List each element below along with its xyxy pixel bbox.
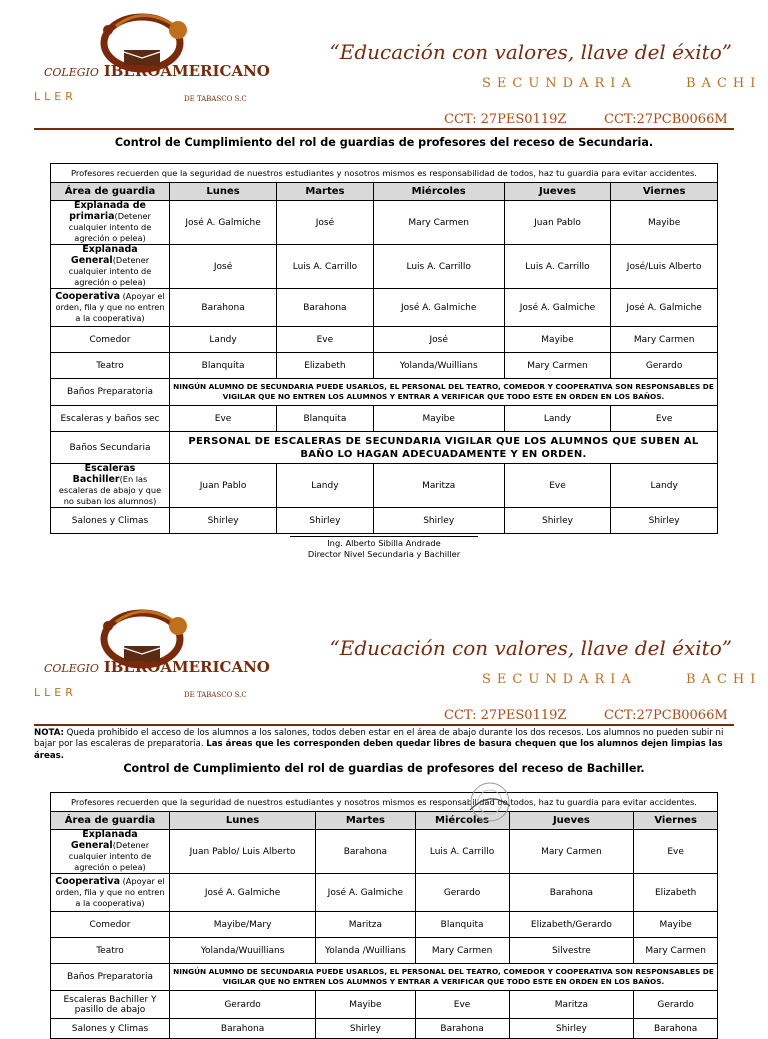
assignee-cell: Mary Carmen <box>415 938 509 964</box>
bachiller-roster-table <box>50 792 718 1039</box>
table-row <box>51 289 718 327</box>
header-rule <box>34 128 734 130</box>
column-header-area: Área de guardia <box>51 183 170 201</box>
assignee-cell: Mayibe <box>373 406 504 432</box>
assignee-cell: Landy <box>277 464 374 508</box>
area-cell <box>51 508 170 534</box>
area-cell <box>51 379 170 406</box>
assignee-cell: Blanquita <box>415 912 509 938</box>
assignee-cell: Eve <box>504 464 611 508</box>
area-note: (Detener cualquier intento de agreción o pelea) <box>68 840 152 872</box>
assignee-cell: Gerardo <box>415 874 509 912</box>
area-name: Teatro <box>96 360 124 371</box>
table-row <box>51 964 718 991</box>
school-motto: “Educación con valores, llave del éxito” <box>329 636 732 660</box>
area-cell <box>51 874 170 912</box>
area-cell <box>51 964 170 991</box>
assignee-cell: Maritza <box>509 991 634 1019</box>
assignee-cell: Mayibe <box>504 327 611 353</box>
area-note: (Detener cualquier intento de agreción o pelea) <box>68 211 152 243</box>
assignee-cell: Mayibe/Mary <box>170 912 316 938</box>
area-name: Escaleras Bachiller <box>72 463 136 485</box>
area-name: Baños Preparatoria <box>67 972 153 982</box>
merged-instruction-cell: NINGÚN ALUMNO DE SECUNDARIA PUEDE USARLOS, EL PERSONAL DEL TEATRO, COMEDOR Y COOPERATIVA SON RESPONSABLES DE VIGILAR QUE NO ENTREN LOS ALUMNOS Y ENTRAR A VERIFICAR QUE TODO ESTE EN ORDEN EN LOS BAÑOS. <box>170 379 718 406</box>
area-name: Escaleras y baños sec <box>60 413 160 424</box>
column-header-day: Viernes <box>634 812 718 830</box>
area-cell <box>51 245 170 289</box>
area-note: (Apoyar el orden, fila y que no entren a la cooperativa) <box>55 876 165 908</box>
assignee-cell: Landy <box>611 464 718 508</box>
area-name: Comedor <box>89 334 131 345</box>
assignee-cell: José A. Galmiche <box>373 289 504 327</box>
assignee-cell: Shirley <box>373 508 504 534</box>
svg-text:LLER: LLER <box>34 90 77 103</box>
table-row <box>51 353 718 379</box>
assignee-cell: José <box>170 245 277 289</box>
assignee-cell: Gerardo <box>170 991 316 1019</box>
school-levels <box>482 672 762 687</box>
bachiller-title: Control de Cumplimiento del rol de guardias de profesores del receso de Bachiller. <box>123 762 645 775</box>
svg-text:LLER: LLER <box>34 686 77 699</box>
assignee-cell: Eve <box>277 327 374 353</box>
assignee-cell: Barahona <box>170 1019 316 1039</box>
column-header-day: Martes <box>277 183 374 201</box>
area-cell <box>51 201 170 245</box>
assignee-cell: Elizabeth/Gerardo <box>509 912 634 938</box>
area-cell <box>51 830 170 874</box>
area-cell <box>51 1019 170 1039</box>
assignee-cell: Yolanda/Wuuillians <box>170 938 316 964</box>
column-header-day: Jueves <box>509 812 634 830</box>
assignee-cell: Luis A. Carrillo <box>373 245 504 289</box>
school-logo <box>32 8 270 108</box>
logo-name: COLEGIO IBEROAMERICANO <box>44 62 270 80</box>
area-note: (En las escaleras de abajo y que no suban los alumnos) <box>58 474 162 506</box>
area-cell <box>51 289 170 327</box>
assignee-cell: Gerardo <box>611 353 718 379</box>
area-name: Explanada General <box>70 244 138 266</box>
logo-subname: DE TABASCO S.C <box>184 95 247 103</box>
column-header-day: Lunes <box>170 183 277 201</box>
assignee-cell: Eve <box>170 406 277 432</box>
header-row <box>51 812 718 830</box>
school-motto: “Educación con valores, llave del éxito” <box>329 40 732 64</box>
area-cell <box>51 327 170 353</box>
assignee-cell: Landy <box>504 406 611 432</box>
assignee-cell: Barahona <box>415 1019 509 1039</box>
assignee-cell: Maritza <box>316 912 416 938</box>
header-rule <box>34 724 734 726</box>
note-bold-text: Las áreas que les corresponden deben quedar libres de basura chequen que los alumnos dejen limpias las áreas. <box>34 739 723 761</box>
assignee-cell: Luis A. Carrillo <box>277 245 374 289</box>
logo-subname: DE TABASCO S.C <box>184 691 247 699</box>
area-name: Baños Preparatoria <box>67 387 153 397</box>
area-name: Baños Secundaria <box>69 442 151 453</box>
table-row <box>51 464 718 508</box>
assignee-cell: José A. Galmiche <box>611 289 718 327</box>
signature-line <box>290 536 478 537</box>
level-bachiller: BACHI <box>686 76 762 91</box>
assignee-cell: Mayibe <box>611 201 718 245</box>
assignee-cell: Yolanda /Wuillians <box>316 938 416 964</box>
assignee-cell: Landy <box>170 327 277 353</box>
assignee-cell: Barahona <box>170 289 277 327</box>
assignee-cell: Silvestre <box>509 938 634 964</box>
assignee-cell: Shirley <box>316 1019 416 1039</box>
table-row <box>51 1019 718 1039</box>
area-note: (Apoyar el orden, fila y que no entren a la cooperativa) <box>55 291 165 323</box>
official-seal-icon <box>468 780 512 824</box>
area-name: Explanada de primaria <box>69 200 147 222</box>
assignee-cell: Barahona <box>509 874 634 912</box>
assignee-cell: Elizabeth <box>634 874 718 912</box>
assignee-cell: José/Luis Alberto <box>611 245 718 289</box>
logo-name: COLEGIO IBEROAMERICANO <box>44 658 270 676</box>
assignee-cell: Gerardo <box>634 991 718 1019</box>
assignee-cell: José A. Galmiche <box>170 201 277 245</box>
assignee-cell: Shirley <box>611 508 718 534</box>
merged-instruction-cell: PERSONAL DE ESCALERAS DE SECUNDARIA VIGILAR QUE LOS ALUMNOS QUE SUBEN AL BAÑO LO HAGAN ADECUADAMENTE Y EN ORDEN. <box>170 432 718 464</box>
table-row <box>51 874 718 912</box>
header-row <box>51 183 718 201</box>
level-bachiller: BACHI <box>686 672 762 687</box>
area-name: Escaleras Bachiller Y pasillo de abajo <box>63 994 157 1015</box>
assignee-cell: José <box>277 201 374 245</box>
signature-role: Director Nivel Secundaria y Bachiller <box>307 549 461 559</box>
assignee-cell: Eve <box>415 991 509 1019</box>
assignee-cell: Barahona <box>634 1019 718 1039</box>
table-row <box>51 991 718 1019</box>
area-cell <box>51 938 170 964</box>
notice-row <box>51 793 718 812</box>
assignee-cell: José <box>373 327 504 353</box>
area-name: Explanada General <box>70 829 138 851</box>
level-secundaria: SECUNDARIA <box>482 76 637 91</box>
note-text: Queda prohibido el acceso de los alumnos a los salones, todos deben estar en el área de abajo durante los dos recesos. Los alumnos no pueden subir ni bajar por las escaleras de preparatoria. <box>34 728 724 750</box>
column-header-day: Miércoles <box>415 812 509 830</box>
assignee-cell: Mary Carmen <box>373 201 504 245</box>
assignee-cell: Shirley <box>509 1019 634 1039</box>
table-row <box>51 938 718 964</box>
area-cell <box>51 912 170 938</box>
assignee-cell: José A. Galmiche <box>316 874 416 912</box>
assignee-cell: José A. Galmiche <box>170 874 316 912</box>
assignee-cell: Blanquita <box>170 353 277 379</box>
cct-secundaria: CCT: 27PES0119Z <box>444 112 567 127</box>
school-levels <box>482 76 762 91</box>
assignee-cell: Maritza <box>373 464 504 508</box>
area-name: Teatro <box>96 945 124 956</box>
assignee-cell: Shirley <box>504 508 611 534</box>
area-name: Cooperativa <box>55 291 120 302</box>
area-cell <box>51 406 170 432</box>
area-name: Comedor <box>89 919 131 930</box>
column-header-area: Área de guardia <box>51 812 170 830</box>
table-row <box>51 406 718 432</box>
area-cell <box>51 464 170 508</box>
cct-bachiller: CCT:27PCB0066M <box>604 112 728 127</box>
safety-notice: Profesores recuerden que la seguridad de nuestros estudiantes y nosotros mismos es responsabilidad de todos, haz tu guardia para evitar accidentes. <box>51 793 718 812</box>
area-note: (Detener cualquier intento de agreción o pelea) <box>68 255 152 287</box>
area-name: Salones y Climas <box>71 515 149 526</box>
secundaria-title: Control de Cumplimiento del rol de guardias de profesores del receso de Secundaria. <box>114 136 654 149</box>
notice-row <box>51 164 718 183</box>
table-row <box>51 327 718 353</box>
area-cell <box>51 432 170 464</box>
column-header-day: Miércoles <box>373 183 504 201</box>
safety-notice: Profesores recuerden que la seguridad de nuestros estudiantes y nosotros mismos es responsabilidad de todos, haz tu guardia para evitar accidentes. <box>51 164 718 183</box>
assignee-cell: Eve <box>634 830 718 874</box>
area-cell <box>51 991 170 1019</box>
assignee-cell: Luis A. Carrillo <box>504 245 611 289</box>
assignee-cell: Blanquita <box>277 406 374 432</box>
table-row <box>51 508 718 534</box>
table-row <box>51 830 718 874</box>
column-header-day: Jueves <box>504 183 611 201</box>
assignee-cell: Juan Pablo <box>504 201 611 245</box>
signature-name: Ing. Alberto Sibilla Andrade <box>327 538 441 548</box>
column-header-day: Lunes <box>170 812 316 830</box>
area-name: Salones y Climas <box>71 1023 149 1034</box>
assignee-cell: Mayibe <box>634 912 718 938</box>
merged-instruction-cell: NINGÚN ALUMNO DE SECUNDARIA PUEDE USARLOS, EL PERSONAL DEL TEATRO, COMEDOR Y COOPERATIVA SON RESPONSABLES DE VIGILAR QUE NO ENTREN LOS ALUMNOS Y ENTRAR A VERIFICAR QUE TODO ESTE EN ORDEN EN LOS BAÑOS. <box>170 964 718 991</box>
area-cell <box>51 353 170 379</box>
assignee-cell: Mary Carmen <box>611 327 718 353</box>
area-name: Cooperativa <box>55 876 120 887</box>
assignee-cell: Shirley <box>277 508 374 534</box>
assignee-cell: Mary Carmen <box>634 938 718 964</box>
cct-bachiller: CCT:27PCB0066M <box>604 708 728 723</box>
assignee-cell: Mayibe <box>316 991 416 1019</box>
assignee-cell: Juan Pablo <box>170 464 277 508</box>
assignee-cell: Shirley <box>170 508 277 534</box>
cct-secundaria: CCT: 27PES0119Z <box>444 708 567 723</box>
school-logo <box>32 604 270 704</box>
secundaria-roster-table <box>50 163 718 534</box>
table-row <box>51 245 718 289</box>
bachiller-note <box>34 728 734 762</box>
assignee-cell: José A. Galmiche <box>504 289 611 327</box>
table-row <box>51 912 718 938</box>
assignee-cell: Barahona <box>277 289 374 327</box>
table-row <box>51 201 718 245</box>
assignee-cell: Juan Pablo/ Luis Alberto <box>170 830 316 874</box>
assignee-cell: Mary Carmen <box>509 830 634 874</box>
assignee-cell: Eve <box>611 406 718 432</box>
table-row <box>51 379 718 406</box>
assignee-cell: Mary Carmen <box>504 353 611 379</box>
column-header-day: Martes <box>316 812 416 830</box>
assignee-cell: Yolanda/Wuillians <box>373 353 504 379</box>
assignee-cell: Luis A. Carrillo <box>415 830 509 874</box>
level-secundaria: SECUNDARIA <box>482 672 637 687</box>
note-label: NOTA: <box>34 728 64 738</box>
assignee-cell: Elizabeth <box>277 353 374 379</box>
assignee-cell: Barahona <box>316 830 416 874</box>
table-row <box>51 432 718 464</box>
column-header-day: Viernes <box>611 183 718 201</box>
